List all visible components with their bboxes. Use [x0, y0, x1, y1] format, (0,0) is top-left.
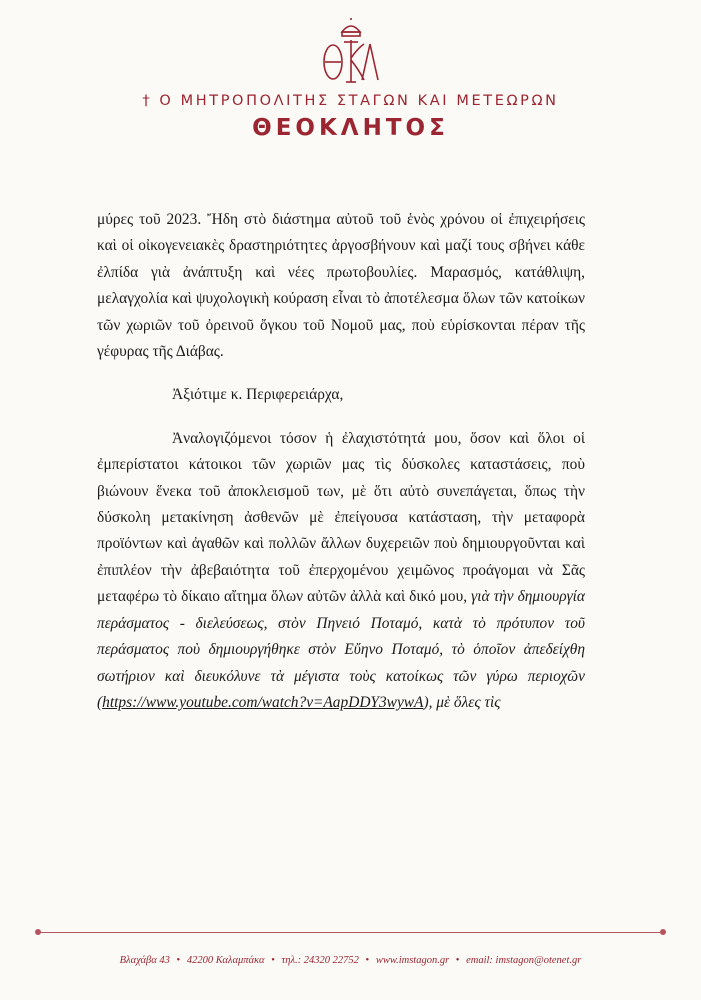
footer-phone: τηλ.: 24320 22752: [281, 955, 359, 966]
footer-contact: [0, 955, 701, 966]
youtube-link[interactable]: https://www.youtube.com/watch?v=AapDDY3wywA: [102, 693, 424, 711]
footer-separator: •: [455, 955, 460, 966]
paragraph-2-italic-text: γιὰ τὴν δημιουργία περάσματος - διελεύσεως, στὸν Πηνειό Ποταμό, κατὰ τὸ πρότυπον τοῦ περάσματος ποὺ δημιουργήθηκε στὸν Εὔηνο Ποταμό, τὸ ὁποῖον ἀπεδείχθη σωτήριον καὶ διευκόλυνε τὰ μέγιστα τοὺς κατοίκως τῶν γύρω περιοχῶν: [97, 588, 586, 685]
footer-separator: •: [365, 955, 370, 966]
footer-divider: [40, 932, 661, 933]
letter-body: [97, 207, 585, 716]
paren-close: ),: [423, 693, 433, 711]
footer-address: Βλαχάβα 43: [119, 955, 170, 966]
paragraph-2: [97, 426, 585, 716]
paragraph-1: μύρες τοῦ 2023. Ἤδη στὸ διάστημα αὐτοῦ τοῦ ἑνὸς χρόνου οἱ ἐπιχειρήσεις καὶ οἱ οἰκογενειακὲς δραστηριότητες ἀργοσβήνουν καὶ μαζί τους σβήνει κάθε ἐλπίδα γιὰ ἀνάπτυξη καὶ νέες πρωτοβουλίες. Μαρασμός, κατάθλιψη, μελαγχολία καὶ ψυχολογικὴ κούραση εἶναι τὸ ἀποτέλεσμα ὅλων τῶν κατοίκων τῶν χωριῶν τοῦ ὀρεινοῦ ὄγκου τοῦ Νομοῦ μας, ποὺ εὑρίσκονται πέραν τῆς γέφυρας τῆς Διάβας.: [97, 211, 585, 361]
paragraph-2-text: Ἀναλογιζόμενοι τόσον ἡ ἐλαχιστότητά μου, ὅσον καὶ ὅλοι οἱ ἐμπερίστατοι κάτοικοι τῶν χωριῶν μας τὶς δύσκολες καταστάσεις, ποὺ βιώνουν ἕνεκα τοῦ ἀποκλεισμοῦ των, μὲ ὅτι αὐτὸ συνεπάγεται, ὅπως τὴν δύσκολη μετακίνηση ἀσθενῶν μὲ ἐπείγουσα κατάσταση, τὴν μεταφορὰ προϊόντων καὶ ἀγαθῶν καὶ πολλῶν ἄλλων δυχερειῶν ποὺ δημιουργοῦνται καὶ ἐπιπλέον τὴν ἀβεβαιότητα τοῦ ἐπερχομένου χειμῶνος προάγομαι νὰ Σᾶς μεταφέρω τὸ δίκαιο αἴτημα ὅλων αὐτῶν ἀλλὰ καὶ δικό μου,: [97, 429, 585, 606]
paren-open: (: [97, 693, 103, 711]
footer-separator: •: [271, 955, 275, 966]
footer-postcode-city: 42200 Καλαμπάκα: [186, 955, 265, 966]
letterhead-title: † Ο ΜΗΤΡΟΠΟΛΙΤΗΣ ΣΤΑΓΩΝ ΚΑΙ ΜΕΤΕΩΡΩΝ: [142, 93, 559, 109]
letterhead-name: ΘΕΟΚΛΗΤΟΣ: [252, 115, 449, 141]
trailing-text: μὲ ὅλες τὶς: [432, 693, 501, 711]
footer-ornament-right: [660, 929, 666, 935]
monogram-crown-icon: [318, 18, 384, 88]
footer-website-link[interactable]: www.imstagon.gr: [375, 955, 450, 966]
footer-email-link[interactable]: email: imstagon@otenet.gr: [466, 955, 582, 966]
footer-separator: •: [176, 955, 181, 966]
salutation: Ἀξιότιμε κ. Περιφερειάρχα,: [172, 386, 344, 404]
